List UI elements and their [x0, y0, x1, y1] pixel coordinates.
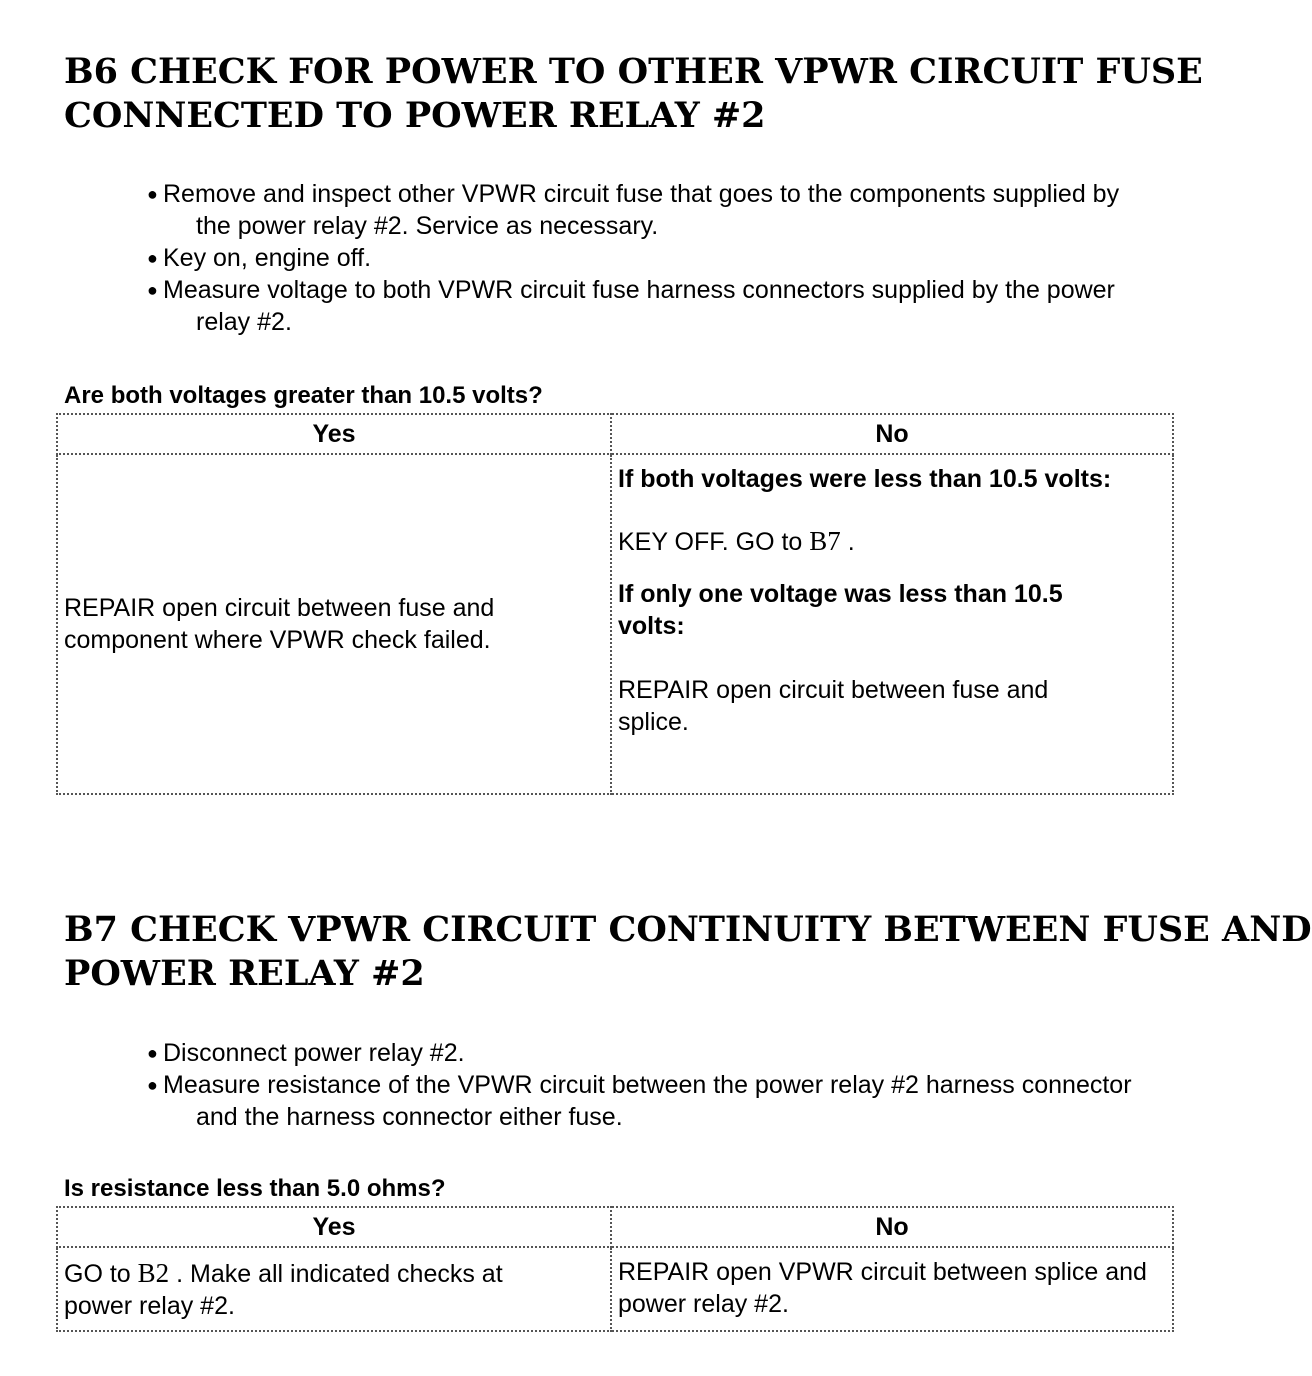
b6-title-line2: CONNECTED TO POWER RELAY #2: [64, 95, 766, 136]
bullet-dot-icon: ●: [147, 1075, 158, 1095]
table-header-row: [57, 1207, 1173, 1247]
table-header-row: [57, 414, 1173, 454]
list-item: ● Disconnect power relay #2.: [147, 1039, 465, 1067]
b7-no-header: No: [611, 1207, 1173, 1247]
b2-link[interactable]: B2: [137, 1257, 170, 1288]
list-item: ● Measure voltage to both VPWR circuit fuse harness connectors supplied by the power relay #2.: [147, 276, 1115, 336]
b6-instructions: [147, 178, 1119, 338]
list-item: ● Remove and inspect other VPWR circuit fuse that goes to the components supplied by the power relay #2. Service as necessary.: [147, 180, 1120, 240]
b6-no-action-1: KEY OFF. GO to B7 .: [618, 526, 855, 556]
b7-yes-cell: GO to B2 . Make all indicated checks at power relay #2.: [57, 1247, 611, 1331]
b7-no-cell: REPAIR open VPWR circuit between splice and power relay #2.: [611, 1247, 1173, 1331]
table-row: [57, 1247, 1173, 1331]
b6-question: Are both voltages greater than 10.5 volts?: [64, 382, 543, 409]
b6-yes-cell: REPAIR open circuit between fuse and component where VPWR check failed.: [57, 454, 611, 794]
b7-question: Is resistance less than 5.0 ohms?: [64, 1175, 446, 1202]
table-row: [57, 454, 1173, 794]
bullet-dot-icon: ●: [147, 1043, 158, 1063]
b6-decision-table: [56, 413, 1174, 795]
bullet-dot-icon: ●: [147, 280, 158, 300]
list-item: ● Key on, engine off.: [147, 244, 372, 272]
b6-title: [64, 50, 1203, 138]
b7-yes-header: Yes: [57, 1207, 611, 1247]
b7-link[interactable]: B7: [809, 526, 841, 556]
b6-title-line1: B6 CHECK FOR POWER TO OTHER VPWR CIRCUIT FUSE: [64, 51, 1203, 92]
bullet-dot-icon: ●: [147, 248, 158, 268]
b6-no-cell: [611, 454, 1173, 794]
b6-no-condition-2: If only one voltage was less than 10.5 volts:: [618, 580, 1063, 640]
b6-no-condition-1: If both voltages were less than 10.5 volts:: [618, 465, 1112, 493]
b6-no-action-2: REPAIR open circuit between fuse and splice.: [618, 676, 1049, 736]
bullet-dot-icon: ●: [147, 184, 158, 204]
b6-yes-header: Yes: [57, 414, 611, 454]
b7-instructions: [147, 1037, 1132, 1133]
b7-title-line1: B7 CHECK VPWR CIRCUIT CONTINUITY BETWEEN FUSE AND: [64, 909, 1312, 950]
b7-title: [64, 908, 1312, 996]
b6-no-header: No: [611, 414, 1173, 454]
list-item: ● Measure resistance of the VPWR circuit between the power relay #2 harness connector and the harness connector either fuse.: [147, 1071, 1132, 1131]
b7-decision-table: [56, 1206, 1174, 1332]
b7-title-line2: POWER RELAY #2: [64, 953, 425, 994]
